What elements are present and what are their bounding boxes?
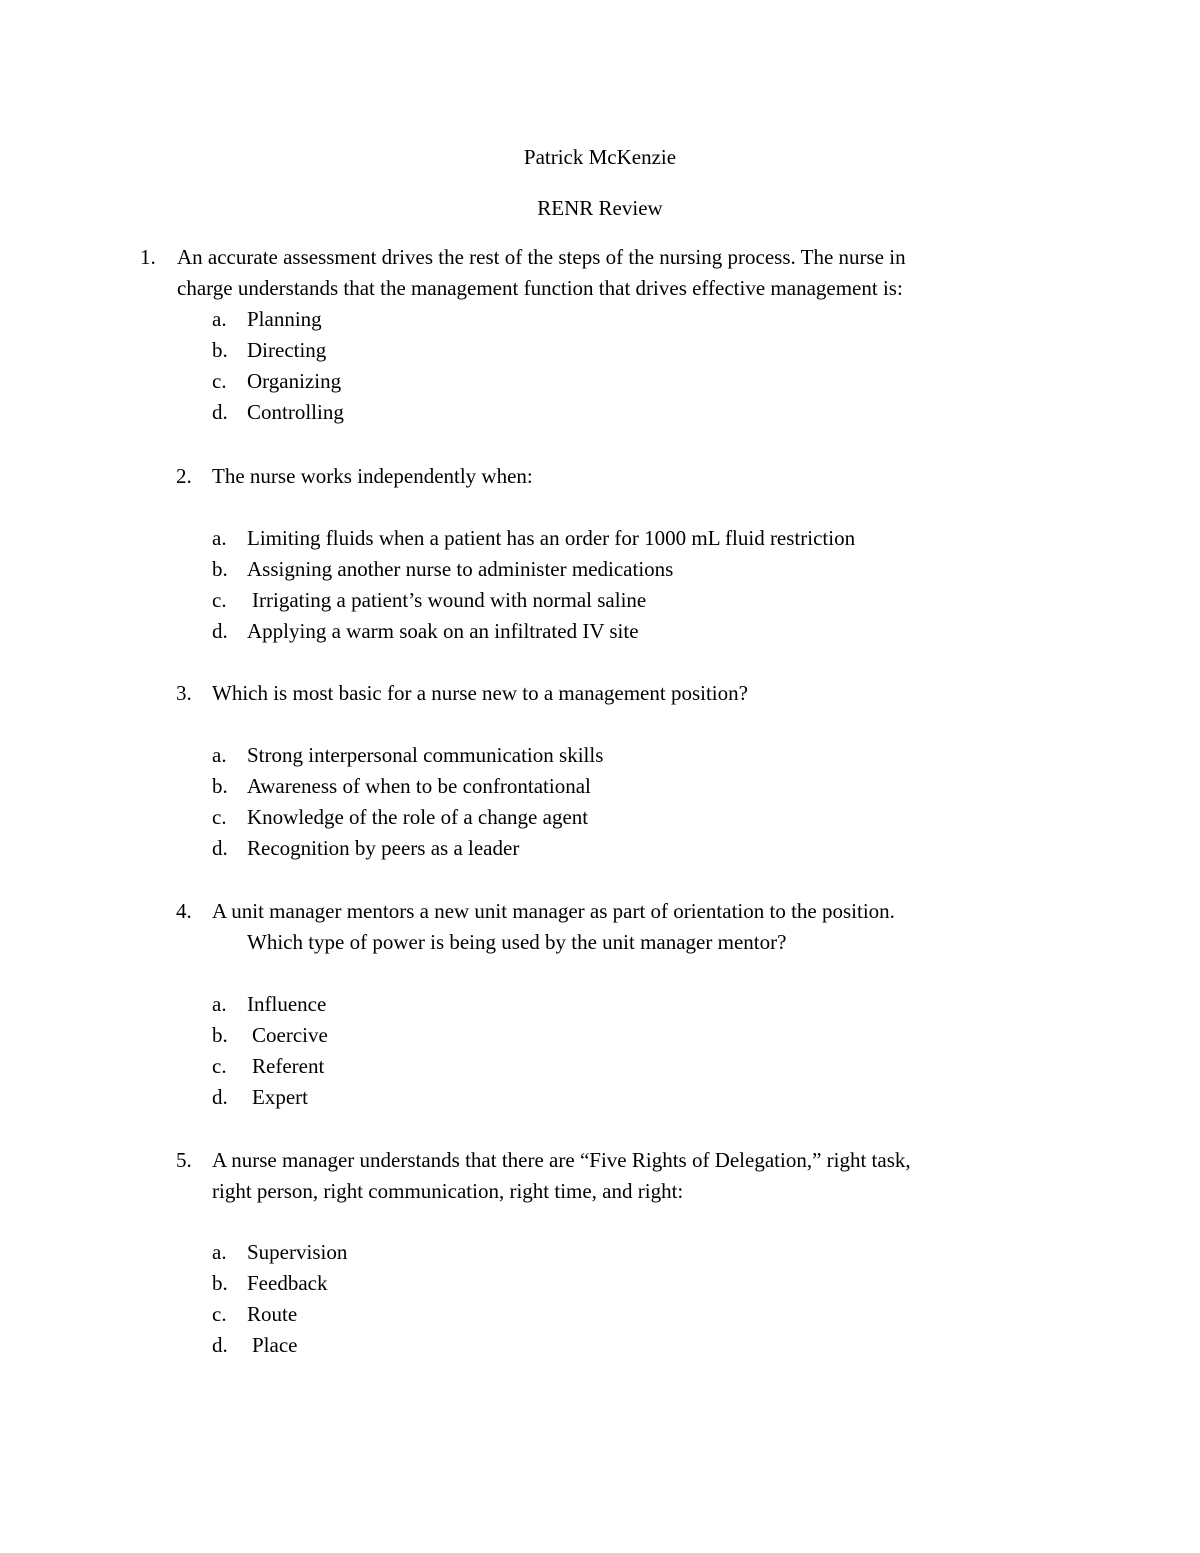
option-text: Directing [247, 338, 327, 362]
option-letter: b. [212, 338, 228, 362]
option-text: Influence [247, 992, 327, 1016]
question-text-line: An accurate assessment drives the rest of the steps of the nursing process. The nurse in [177, 245, 906, 269]
option-text: Feedback [247, 1271, 328, 1295]
option-text: Controlling [247, 400, 344, 424]
question-text-line: charge understands that the management function that drives effective management is: [177, 276, 903, 300]
option-text: Irrigating a patient’s wound with normal saline [252, 588, 647, 612]
option-text: Planning [247, 307, 322, 331]
option-text: Supervision [247, 1240, 348, 1264]
option-letter: d. [212, 1333, 228, 1357]
option-text: Recognition by peers as a leader [247, 836, 520, 860]
option-letter: c. [212, 369, 227, 393]
option-letter: a. [212, 1240, 227, 1264]
option-text: Assigning another nurse to administer medications [247, 557, 674, 581]
question-number: 1. [140, 245, 156, 269]
option-letter: a. [212, 743, 227, 767]
option-letter: c. [212, 805, 227, 829]
option-text: Knowledge of the role of a change agent [247, 805, 589, 829]
option-text: Coercive [252, 1023, 328, 1047]
option-text: Expert [252, 1085, 308, 1109]
option-letter: c. [212, 1054, 227, 1078]
option-letter: d. [212, 400, 228, 424]
option-text: Awareness of when to be confrontational [247, 774, 591, 798]
option-text: Route [247, 1302, 298, 1326]
option-text: Limiting fluids when a patient has an order for 1000 mL fluid restriction [247, 526, 856, 550]
question-text-line: Which type of power is being used by the unit manager mentor? [247, 930, 787, 954]
question-number: 3. [176, 681, 192, 705]
option-letter: b. [212, 774, 228, 798]
document-title: RENR Review [537, 196, 663, 220]
question-text-line: A unit manager mentors a new unit manager as part of orientation to the position. [212, 899, 895, 923]
question-text-line: Which is most basic for a nurse new to a management position? [212, 681, 748, 705]
question-number: 2. [176, 464, 192, 488]
option-letter: a. [212, 526, 227, 550]
option-text: Referent [252, 1054, 325, 1078]
question-number: 4. [176, 899, 192, 923]
option-letter: a. [212, 307, 227, 331]
option-text: Place [252, 1333, 298, 1357]
option-letter: a. [212, 992, 227, 1016]
question-text-line: right person, right communication, right time, and right: [212, 1179, 684, 1203]
option-text: Strong interpersonal communication skills [247, 743, 604, 767]
option-letter: c. [212, 588, 227, 612]
author-name: Patrick McKenzie [523, 145, 677, 169]
question-text-line: A nurse manager understands that there are “Five Rights of Delegation,” right task, [212, 1148, 911, 1172]
option-letter: d. [212, 1085, 228, 1109]
question-number: 5. [176, 1148, 192, 1172]
option-letter: d. [212, 619, 228, 643]
option-text: Organizing [247, 369, 342, 393]
question-text-line: The nurse works independently when: [212, 464, 533, 488]
option-letter: b. [212, 1023, 228, 1047]
option-text: Applying a warm soak on an infiltrated IV site [247, 619, 639, 643]
option-letter: b. [212, 557, 228, 581]
option-letter: c. [212, 1302, 227, 1326]
option-letter: d. [212, 836, 228, 860]
option-letter: b. [212, 1271, 228, 1295]
